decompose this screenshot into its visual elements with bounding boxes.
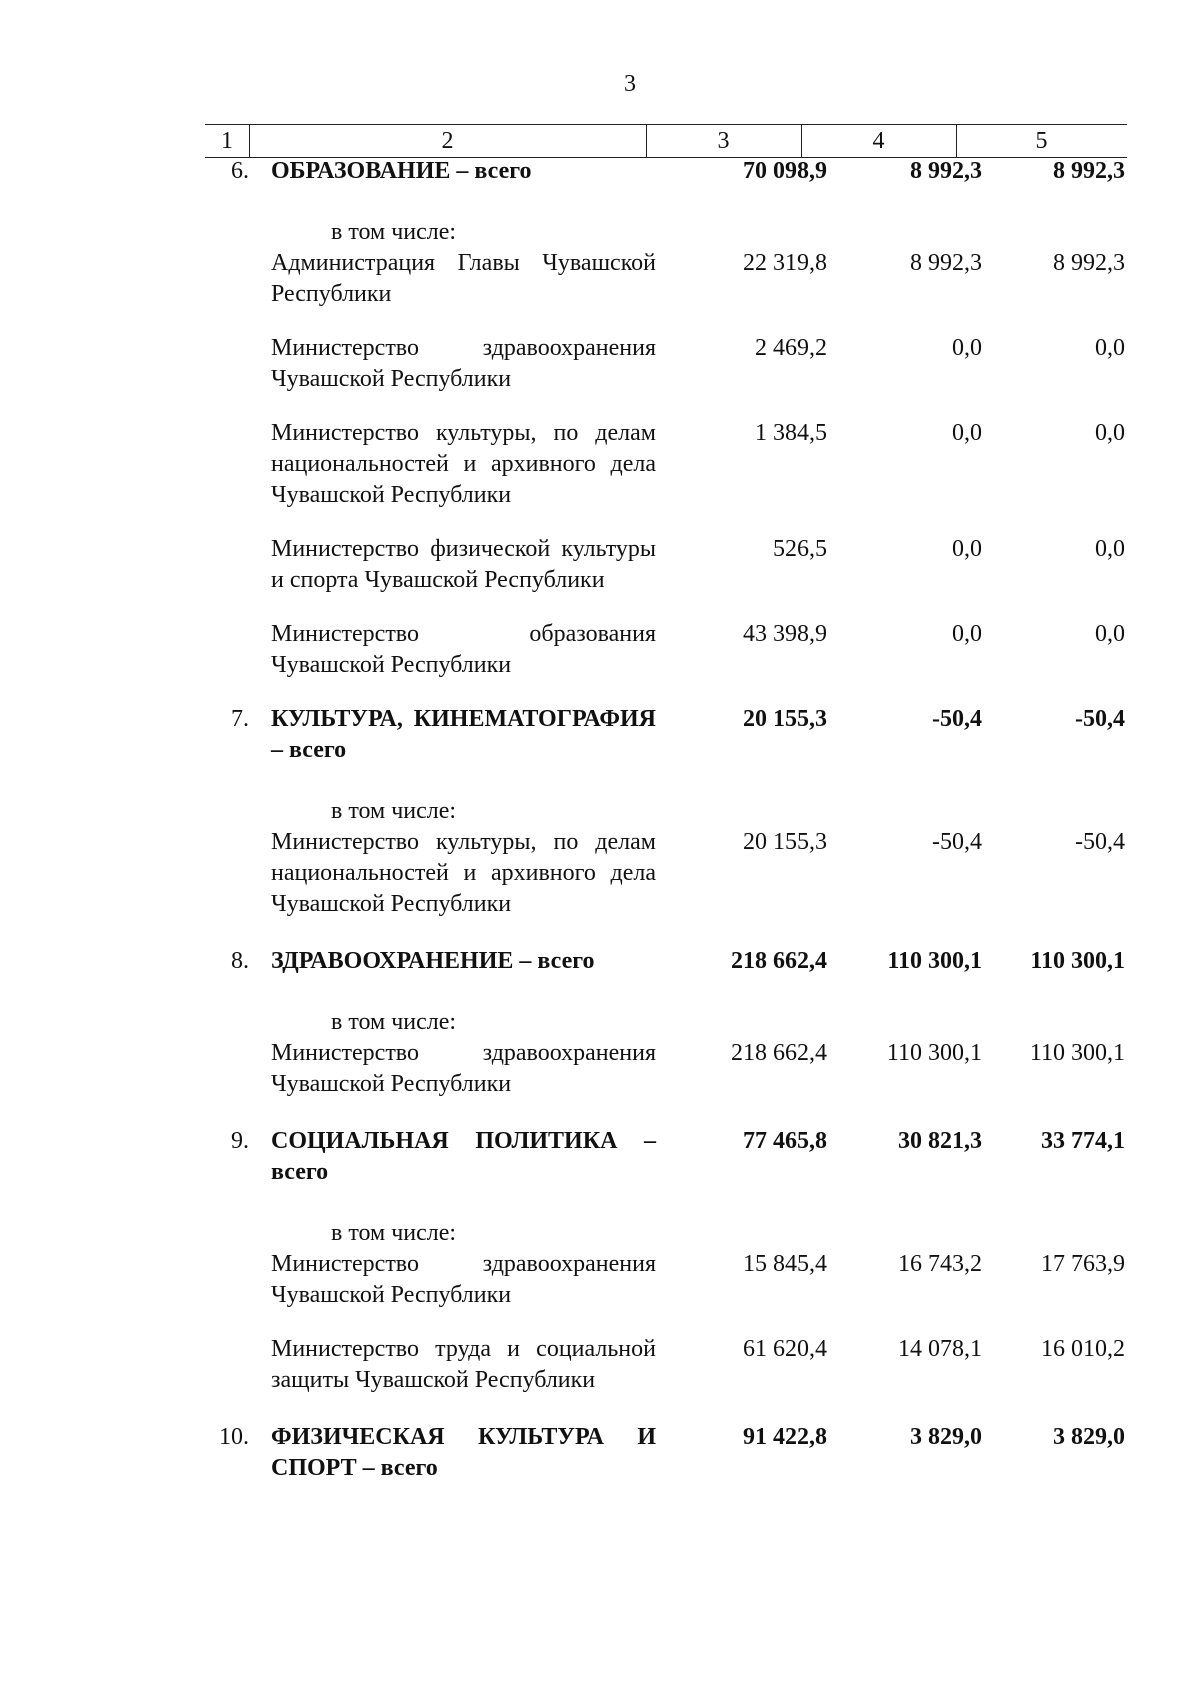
table-row-total (205, 704, 1127, 766)
value-col-3: 218 662,4 (731, 1040, 827, 1066)
value-col-3: 526,5 (773, 536, 827, 562)
value-col-5: 0,0 (1095, 621, 1125, 647)
row-title: Министерство здравоохранения Чувашской Республики (271, 1040, 656, 1097)
row-title: ОБРАЗОВАНИЕ – всего (271, 158, 532, 184)
value-col-5: 3 829,0 (1053, 1424, 1125, 1450)
row-title: ЗДРАВООХРАНЕНИЕ – всего (271, 948, 595, 974)
value-col-5: 110 300,1 (1030, 948, 1125, 974)
value-col-3: 77 465,8 (743, 1128, 827, 1154)
value-col-3: 20 155,3 (743, 706, 827, 732)
header-col-4: 4 (872, 128, 885, 154)
value-col-3: 218 662,4 (731, 948, 827, 974)
value-col-5: 33 774,1 (1041, 1128, 1125, 1154)
header-col-3: 3 (717, 128, 730, 154)
table-row-item (205, 534, 1127, 596)
row-number: 6. (231, 158, 249, 184)
value-col-4: 8 992,3 (910, 250, 982, 276)
table-row-total (205, 946, 1127, 977)
value-col-4: 3 829,0 (910, 1424, 982, 1450)
row-title: Министерство образования Чувашской Республики (271, 621, 656, 678)
value-col-5: 16 010,2 (1041, 1336, 1125, 1362)
row-title: Министерство культуры, по делам национальностей и архивного дела Чувашской Республики (271, 829, 656, 917)
row-title: Министерство физической культуры и спорта Чувашской Республики (271, 536, 656, 593)
row-title: Министерство здравоохранения Чувашской Республики (271, 335, 656, 392)
row-title: СОЦИАЛЬНАЯ ПОЛИТИКА – всего (271, 1128, 656, 1185)
value-col-4: 0,0 (952, 621, 982, 647)
value-col-5: -50,4 (1075, 829, 1125, 855)
header-col-2: 2 (441, 128, 454, 154)
value-col-4: 0,0 (952, 536, 982, 562)
table-row-item (205, 1218, 1127, 1311)
table-header (205, 124, 1127, 158)
value-col-3: 15 845,4 (743, 1251, 827, 1277)
value-col-4: 30 821,3 (898, 1128, 982, 1154)
value-col-3: 2 469,2 (755, 335, 827, 361)
table-row-item (205, 796, 1127, 920)
value-col-3: 61 620,4 (743, 1336, 827, 1362)
row-intro: в том числе: (331, 219, 457, 245)
table-row-item (205, 333, 1127, 395)
value-col-4: -50,4 (932, 829, 982, 855)
row-intro: в том числе: (331, 1009, 457, 1035)
value-col-4: 8 992,3 (910, 158, 982, 184)
table-row-item (205, 1334, 1127, 1396)
row-title: КУЛЬТУРА, КИНЕМАТОГРАФИЯ – всего (271, 706, 656, 763)
table-row-total (205, 156, 1127, 187)
header-col-1: 1 (221, 128, 233, 154)
value-col-4: 0,0 (952, 335, 982, 361)
row-title: Министерство здравоохранения Чувашской Республики (271, 1251, 656, 1308)
row-title: Администрация Главы Чувашской Республики (271, 250, 656, 307)
row-title: ФИЗИЧЕСКАЯ КУЛЬТУРА И СПОРТ – всего (271, 1424, 656, 1481)
value-col-5: 17 763,9 (1041, 1251, 1125, 1277)
row-number: 10. (219, 1424, 249, 1450)
table-row-total (205, 1126, 1127, 1188)
value-col-3: 20 155,3 (743, 829, 827, 855)
value-col-4: 0,0 (952, 420, 982, 446)
value-col-4: 110 300,1 (887, 948, 982, 974)
value-col-5: 8 992,3 (1053, 250, 1125, 276)
value-col-5: 8 992,3 (1053, 158, 1125, 184)
value-col-3: 70 098,9 (743, 158, 827, 184)
value-col-3: 1 384,5 (755, 420, 827, 446)
row-title: Министерство труда и социальной защиты Чувашской Республики (271, 1336, 656, 1393)
table-row-item (205, 619, 1127, 681)
table-row-total (205, 1422, 1127, 1484)
row-intro: в том числе: (331, 1220, 457, 1246)
row-number: 7. (231, 706, 249, 732)
value-col-4: 14 078,1 (898, 1336, 982, 1362)
row-intro: в том числе: (331, 798, 457, 824)
value-col-5: 0,0 (1095, 335, 1125, 361)
value-col-5: 110 300,1 (1029, 1040, 1125, 1066)
page-number: 3 (624, 71, 636, 97)
value-col-4: -50,4 (932, 706, 982, 732)
value-col-3: 43 398,9 (743, 621, 827, 647)
table-row-item (205, 1007, 1127, 1100)
value-col-3: 91 422,8 (743, 1424, 827, 1450)
header-col-5: 5 (1035, 128, 1048, 154)
budget-table (205, 156, 1127, 1484)
table-row-item (205, 217, 1127, 310)
value-col-4: 110 300,1 (886, 1040, 982, 1066)
value-col-5: 0,0 (1095, 536, 1125, 562)
row-number: 8. (231, 948, 249, 974)
value-col-3: 22 319,8 (743, 250, 827, 276)
row-title: Министерство культуры, по делам национальностей и архивного дела Чувашской Республики (271, 420, 656, 508)
value-col-4: 16 743,2 (898, 1251, 982, 1277)
value-col-5: 0,0 (1095, 420, 1125, 446)
row-number: 9. (231, 1128, 249, 1154)
table-row-item (205, 418, 1127, 511)
value-col-5: -50,4 (1075, 706, 1125, 732)
